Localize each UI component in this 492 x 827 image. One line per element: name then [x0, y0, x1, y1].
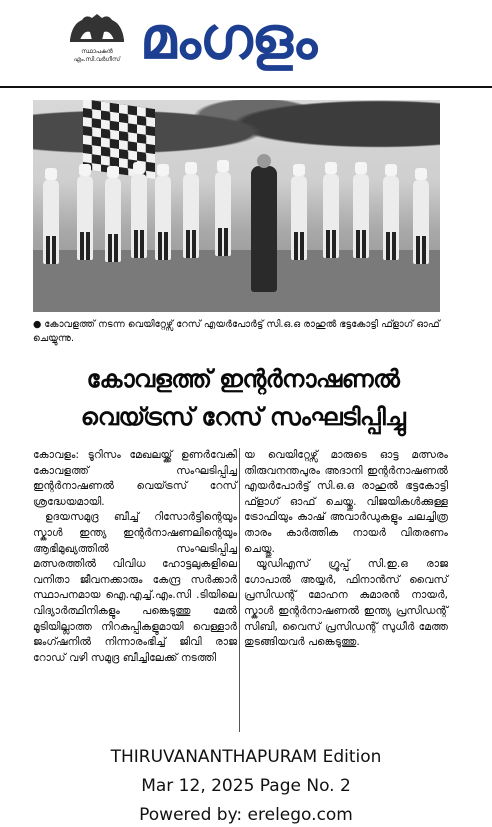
- masthead: [0, 0, 492, 84]
- date-page-label: Mar 12, 2025 Page No. 2: [141, 776, 351, 796]
- photo-flagging-official: [251, 166, 277, 292]
- photo-person: [353, 174, 369, 258]
- article-paragraph: കോവളം: ടൂറിസം മേഖലയ്ക്ക് ഉണർവേകി കോവളത്ത് സംഘടിപ്പിച്ച ഇന്റർനാഷണൽ വെയ്ട്രസ് റേസ് ശ്രദ്ധേയമായി.: [33, 449, 237, 508]
- photo-person: [155, 176, 171, 260]
- edition-label: THIRUVANANTHAPURAM Edition: [110, 747, 382, 767]
- article-paragraph: യൂഡിഎസ് ഗ്രൂപ്പ് സി.ഇ.ഒ രാജ ഗോപാൽ അയ്യർ, ഫിനാൻസ് വൈസ് പ്രസിഡന്റ് മോഹന കുമാരൻ നായർ, സ്കാൾ ഇന്റർനാഷണൽ ഇന്ത്യ പ്രസിഡന്റ് സിബി, വൈസ് പ്രസിഡന്റ് സുധീർ മേത്ത തുടങ്ങിയവർ പങ്കെടുത്തു.: [244, 558, 448, 649]
- column-divider: [239, 448, 240, 732]
- founder-name: എം.സി.വർഗീസ്: [73, 56, 121, 63]
- article-column-right: [244, 448, 448, 651]
- newspaper-logo: മംഗളം: [140, 4, 317, 72]
- article-column-left: [33, 448, 237, 666]
- founder-title: സ്ഥാപകൻ: [81, 48, 113, 55]
- founder-credit: [62, 48, 132, 64]
- news-photo: [33, 100, 440, 312]
- photo-person: [77, 176, 93, 260]
- photo-person: [383, 176, 399, 260]
- photo-road: [33, 250, 440, 312]
- article-headline: [33, 360, 453, 436]
- article-paragraph: യ വെയിറ്റേഴ്സ് മാരുടെ ഓട്ട മത്സരം തിരുവനന്തപുരം അദാനി ഇന്റർനാഷണൽ എയർപോർട്ട് സി.ഒ.ഒ രാഹുൽ ഭട്ടകോട്ടി ഫ്ളാഗ് ഓഫ് ചെയ്തു. വിജയികൾക്കുള്ള ട്രോഫിയും കാഷ് അവാർഡുകളും ചലച്ചിത്ര താരം കാർത്തിക നായർ വിതരണം ചെയ്തു.: [244, 449, 448, 555]
- photo-person: [131, 174, 147, 258]
- headline-line-1: കോവളത്ത് ഇന്റർനാഷണൽ: [86, 365, 400, 393]
- photo-caption: ● കോവളത്ത് നടന്ന വെയിറ്റേഴ്സ് റേസ് എയർപോർട്ട് സി.ഒ.ഒ രാഹുൽ ഭട്ടകോട്ടി ഫ്ളാഗ് ഓഫ് ചെയ്യുന്നു.: [33, 319, 440, 344]
- headline-line-2: വെയ്ട്രസ് റേസ് സംഘടിപ്പിച്ചു: [80, 403, 406, 431]
- photo-person: [413, 180, 429, 264]
- photo-person: [43, 180, 59, 264]
- powered-by-link[interactable]: Powered by: erelego.com: [139, 805, 353, 825]
- photo-person: [183, 174, 199, 258]
- photo-person: [291, 176, 307, 260]
- photo-person: [323, 174, 339, 258]
- photo-person: [105, 178, 121, 262]
- masthead-rule: [0, 86, 492, 88]
- elephant-emblem-icon: [66, 10, 128, 44]
- article-paragraph: ഉദയസമുദ്ര ബീച്ച് റിസോർട്ടിന്റെയും സ്കാൾ ഇന്ത്യ ഇന്റർനാഷണലിന്റെയും ആഭിമുഖ്യത്തിൽ സംഘടിപ്പിച്ച മത്സരത്തിൽ വിവിധ ഹോട്ടലുകളിലെ വനിതാ ജീവനക്കാരും കേന്ദ്ര സർക്കാർ സ്ഥാപനമായ ഐ.എച്ച്.എം.സി .ടിയിലെ വിദ്യാർത്ഥിനികളും പങ്കെടുത്തു മേൽ മൂടിയില്ലാത്ത നിറകുപ്പികളുമായി വെള്ളാർ ജംഗ്ഷനിൽ നിന്നാരംഭിച്ച് ജിവി രാജ റോഡ് വഴി സമുദ്ര ബീച്ചിലേക്ക് നടത്തി: [33, 511, 237, 664]
- photo-person: [215, 172, 231, 256]
